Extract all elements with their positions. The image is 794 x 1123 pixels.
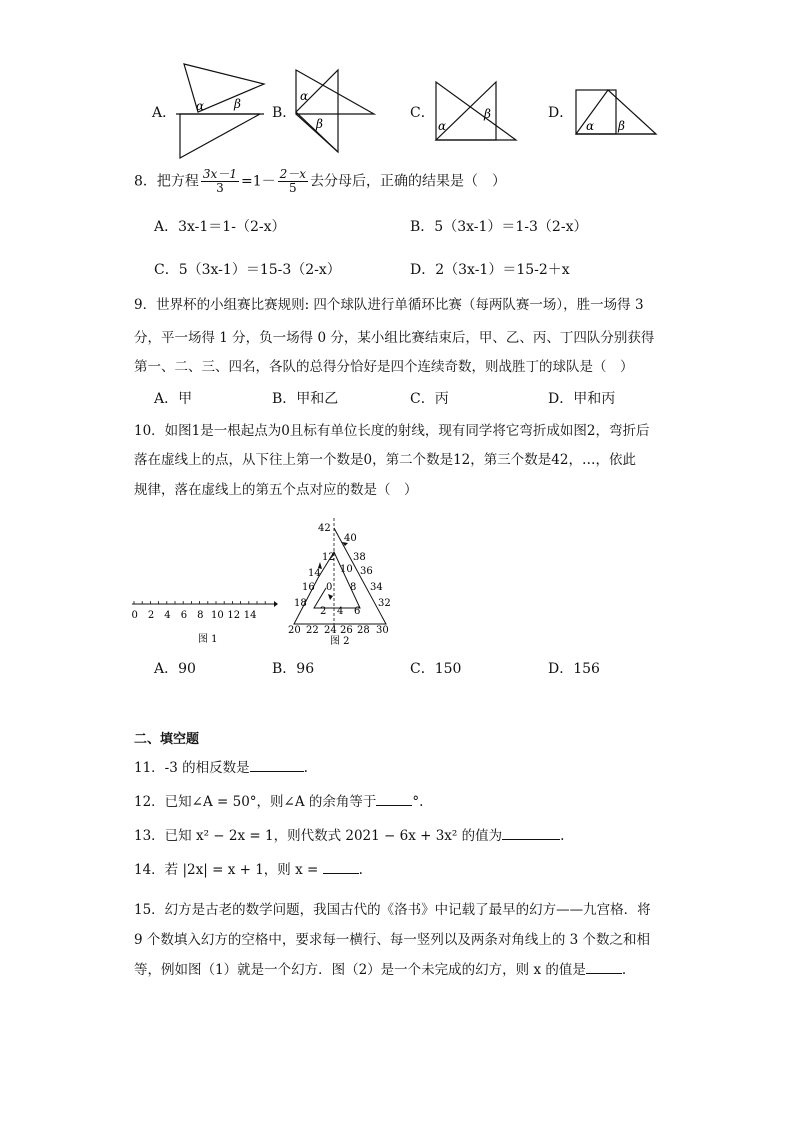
q8-suffix: 去分母后，正确的结果是（ ） [310,173,507,190]
q9-line-1: 9．世界杯的小组赛比赛规则: 四个球队进行单循环比赛（每两队赛一场），胜一场得 3 [134,297,644,313]
q8-option-a: A．3x-1＝1-（2-x） [154,219,286,235]
q14-answer-blank[interactable] [323,859,359,874]
ray-tick-label: 8 [197,610,204,621]
q10-figure-1-ray [128,594,278,646]
q10-label-42: 42 [318,523,331,534]
q10-option-d: D．156 [548,661,600,677]
q7-figure-a [176,60,268,164]
ray-tick-label: 10 [211,610,224,621]
q7-option-b-label: B． [272,105,297,121]
q8-stem [134,168,506,195]
q10-label-38: 38 [353,552,366,563]
q10-label-28: 28 [357,625,370,636]
q9-line-3: 第一、二、三、四名，各队的总得分恰好是四个连续奇数，则战胜丁的球队是（ ） [134,359,634,375]
q10-option-b: B．96 [272,661,315,677]
q10-label-10: 10 [340,564,353,575]
q10-label-24: 24 [324,625,337,636]
q10-label-26: 26 [340,625,353,636]
q8-fraction-1: $\frac{3x-1}{3}$ [202,167,237,195]
q15-line-3: 等，例如图（1）就是一个幻方．图（2）是一个未完成的幻方，则 x 的值是 . [134,957,626,983]
q9-line-2: 分，平一场得 1 分，负一场得 0 分，某小组比赛结束后，甲、乙、丙、丁四队分别获得 [134,330,655,346]
q9-option-b: B．甲和乙 [272,391,339,407]
q10-label-16: 16 [302,582,315,593]
q7-a-alpha: α [196,99,205,113]
q10-label-4: 4 [337,606,344,617]
ray-tick-label: 4 [164,610,171,621]
q12-answer-blank[interactable] [376,791,412,806]
q14: 14．若 |2x| = x + 1，则 x = . [134,857,363,883]
q8-option-c: C．5（3x-1）＝15-3（2-x） [154,262,341,278]
q10-label-22: 22 [306,625,319,636]
q7-b-alpha: α [300,89,309,103]
q7-figure-d [572,84,660,140]
q8-fraction-2: $\frac{2-x}{5}$ [279,167,307,195]
ray-tick-label: 6 [180,610,188,621]
q13: 13．已知 x² − 2x = 1，则代数式 2021 − 6x + 3x² 的值为 . [134,823,564,849]
q11: 11．-3 的相反数是 . [134,755,308,781]
q7-d-beta: β [618,119,625,133]
q12: 12．已知∠A = 50°，则∠A 的余角等于 °. [134,789,423,815]
q14-abs-expression: |2x| [182,862,208,878]
q7-option-d-label: D． [548,105,574,121]
q7-figure-c [432,76,522,148]
q9-option-c: C．丙 [410,391,449,407]
q7-c-beta: β [484,107,491,121]
q10-label-8: 8 [350,582,357,593]
q10-label-14: 14 [308,568,321,579]
q10-label-6: 6 [354,606,361,617]
q15-answer-blank[interactable] [586,959,622,974]
q10-label-0: 0 [326,582,333,593]
q8-middle: =1－ [240,173,276,190]
q10-figure-1-caption: 图 1 [198,634,218,645]
q10-line-2: 落在虚线上的点，从下往上第一个数是0，第二个数是12，第三个数是42，…，依此 [134,452,636,468]
q10-figure-2-caption: 图 2 [330,636,350,647]
q10-label-32: 32 [378,598,391,609]
q7-option-a-label: A． [152,105,177,121]
q10-figure-2 [282,516,396,650]
q10-label-36: 36 [360,566,373,577]
q10-option-a: A．90 [154,661,196,677]
q10-label-34: 34 [370,582,383,593]
q8-option-d: D．2（3x-1）＝15-2＋x [410,262,570,278]
q10-option-c: C．150 [410,661,462,677]
q10-label-18: 18 [294,598,307,609]
q10-label-30: 30 [376,625,389,636]
ray-tick-label: 0 [131,610,138,621]
q13-answer-blank[interactable] [502,825,560,840]
q10-label-2: 2 [320,606,327,617]
q9-option-a: A．甲 [154,391,193,407]
q15-line-2: 9 个数填入幻方的空格中，要求每一横行、每一竖列以及两条对角线上的 3 个数之和相 [134,932,651,948]
q8-option-b: B．5（3x-1）＝1-3（2-x） [410,219,588,235]
q9-option-d: D．甲和丙 [548,391,616,407]
ray-tick-label: 2 [147,610,155,621]
q7-c-alpha: α [438,119,447,133]
q10-label-40: 40 [344,533,357,544]
q7-d-alpha: α [586,119,595,133]
ray-tick-label: 14 [243,610,257,621]
q10-label-20: 20 [288,625,301,636]
q15-line-1: 15．幻方是古老的数学问题，我国古代的《洛书》中记载了最早的幻方——九宫格．将 [134,902,651,918]
q7-option-c-label: C． [410,105,435,121]
section-title: 二、填空题 [134,732,200,747]
q10-line-1: 10．如图1是一根起点为0且标有单位长度的射线，现有同学将它弯折成如图2，弯折后 [134,423,650,439]
q8-prefix: 8．把方程 [134,173,199,190]
q10-label-12: 12 [322,552,335,563]
q7-b-beta: β [316,117,323,131]
q7-a-beta: β [234,97,241,111]
ray-tick-label: 12 [227,610,241,621]
q11-answer-blank[interactable] [250,757,304,772]
q7-figure-b [292,66,382,156]
q10-line-3: 规律，落在虚线上的第五个点对应的数是（ ） [134,482,418,498]
